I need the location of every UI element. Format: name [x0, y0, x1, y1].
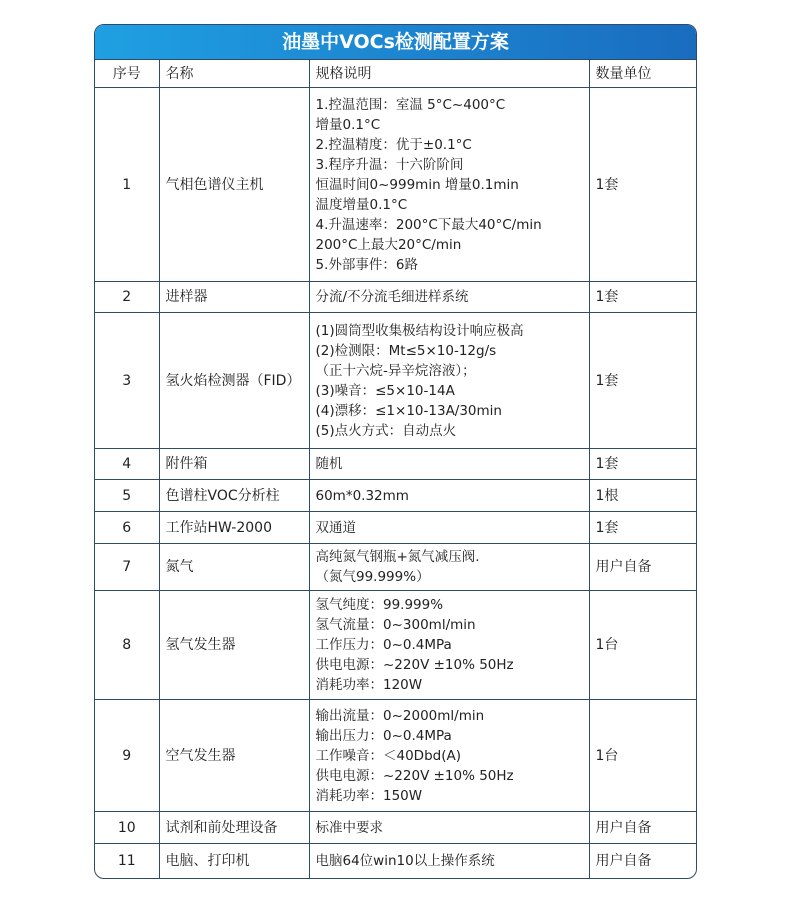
spec-line: (5)点火方式：自动点火 [315, 422, 457, 439]
row-name: 气相色谱仪主机 [159, 88, 309, 282]
spec-line: 供电电源：~220V ±10% 50Hz [315, 657, 514, 673]
spec-line: 随机 [315, 456, 343, 472]
row-no: 6 [95, 512, 159, 544]
row-no: 8 [95, 591, 159, 700]
row-spec [309, 844, 589, 878]
spec-line: 温度增量0.1°C [315, 196, 408, 213]
row-qty: 用户自备 [589, 544, 696, 591]
spec-line: 分流/不分流毛细进样系统 [315, 289, 469, 305]
header-no: 序号 [95, 60, 159, 88]
table-row [95, 282, 696, 313]
spec-line: 输出流量：0~2000ml/min [315, 707, 485, 724]
row-qty: 用户自备 [589, 844, 696, 878]
row-qty: 1套 [589, 449, 696, 480]
row-spec [309, 480, 589, 512]
row-no: 2 [95, 282, 159, 313]
row-name: 进样器 [159, 282, 309, 313]
row-no: 1 [95, 88, 159, 282]
spec-line: （正十六烷-异辛烷溶液）； [315, 362, 476, 379]
row-name: 色谱柱VOC分析柱 [159, 480, 309, 512]
row-name: 工作站HW-2000 [159, 512, 309, 544]
spec-line: (3)噪音：≤5×10-14A [315, 382, 455, 399]
table-row [95, 480, 696, 512]
spec-line: 4.升温速率：200°C下最大40°C/min [315, 216, 542, 233]
spec-line: 1.控温范围：室温 5°C~400°C [315, 96, 506, 113]
row-spec [309, 282, 589, 313]
row-no: 5 [95, 480, 159, 512]
spec-line: 200°C上最大20°C/min [315, 236, 462, 253]
row-no: 9 [95, 700, 159, 812]
row-spec [309, 591, 589, 700]
spec-line: 工作压力：0~0.4MPa [315, 637, 452, 653]
row-no: 10 [95, 812, 159, 844]
table-row [95, 700, 696, 812]
header-row [95, 60, 696, 88]
row-name: 氢火焰检测器（FID） [159, 313, 309, 449]
table-row [95, 512, 696, 544]
row-name: 氮气 [159, 544, 309, 591]
row-qty: 1台 [589, 591, 696, 700]
row-qty: 1台 [589, 700, 696, 812]
spec-line: (4)漂移：≤1×10-13A/30min [315, 402, 502, 419]
table-row [95, 591, 696, 700]
row-no: 7 [95, 544, 159, 591]
row-spec [309, 812, 589, 844]
spec-line: 2.控温精度：优于±0.1°C [315, 136, 472, 153]
row-spec [309, 512, 589, 544]
row-no: 11 [95, 844, 159, 878]
row-spec [309, 700, 589, 812]
table-row [95, 812, 696, 844]
row-spec [309, 313, 589, 449]
row-qty: 1套 [589, 282, 696, 313]
row-spec [309, 88, 589, 282]
config-table [95, 59, 696, 878]
row-name: 氢气发生器 [159, 591, 309, 700]
row-no: 4 [95, 449, 159, 480]
row-name: 附件箱 [159, 449, 309, 480]
table-row [95, 313, 696, 449]
row-name: 空气发生器 [159, 700, 309, 812]
header-name: 名称 [159, 60, 309, 88]
table-row [95, 844, 696, 878]
row-name: 电脑、打印机 [159, 844, 309, 878]
spec-line: 工作噪音：＜40Dbd(A) [315, 747, 461, 764]
spec-line: 3.程序升温：十六阶阶间 [315, 156, 464, 173]
config-table-container [94, 24, 697, 879]
row-name: 试剂和前处理设备 [159, 812, 309, 844]
spec-line: 5.外部事件：6路 [315, 256, 418, 273]
row-qty: 1套 [589, 313, 696, 449]
table-title: 油墨中VOCs检测配置方案 [95, 25, 696, 59]
row-no: 3 [95, 313, 159, 449]
spec-line: 恒温时间0~999min 增量0.1min [315, 176, 519, 193]
row-spec [309, 544, 589, 591]
spec-line: 电脑64位win10以上操作系统 [315, 852, 495, 869]
row-spec [309, 449, 589, 480]
spec-line: 氢气纯度：99.999% [315, 597, 444, 613]
spec-line: 消耗功率：120W [315, 677, 423, 693]
spec-line: 供电电源：~220V ±10% 50Hz [315, 767, 514, 784]
spec-line: (2)检测限：Mt≤5×10-12g/s [315, 342, 497, 359]
table-row [95, 88, 696, 282]
table-row [95, 544, 696, 591]
spec-line: 双通道 [315, 519, 356, 536]
row-qty: 1根 [589, 480, 696, 512]
spec-line: 输出压力：0~0.4MPa [315, 727, 452, 744]
row-qty: 1套 [589, 512, 696, 544]
header-qty: 数量单位 [589, 60, 696, 88]
spec-line: 高纯氮气钢瓶+氮气减压阀. [315, 549, 480, 565]
spec-line: 标准中要求 [315, 819, 383, 836]
spec-line: （氮气99.999%） [315, 569, 430, 585]
row-qty: 用户自备 [589, 812, 696, 844]
row-qty: 1套 [589, 88, 696, 282]
spec-line: (1)圆筒型收集极结构设计响应极高 [315, 322, 524, 339]
table-row [95, 449, 696, 480]
spec-line: 消耗功率：150W [315, 787, 423, 804]
spec-line: 氢气流量：0~300ml/min [315, 617, 476, 633]
spec-line: 增量0.1°C [315, 116, 381, 133]
header-spec: 规格说明 [309, 60, 589, 88]
spec-line: 60m*0.32mm [315, 487, 409, 504]
